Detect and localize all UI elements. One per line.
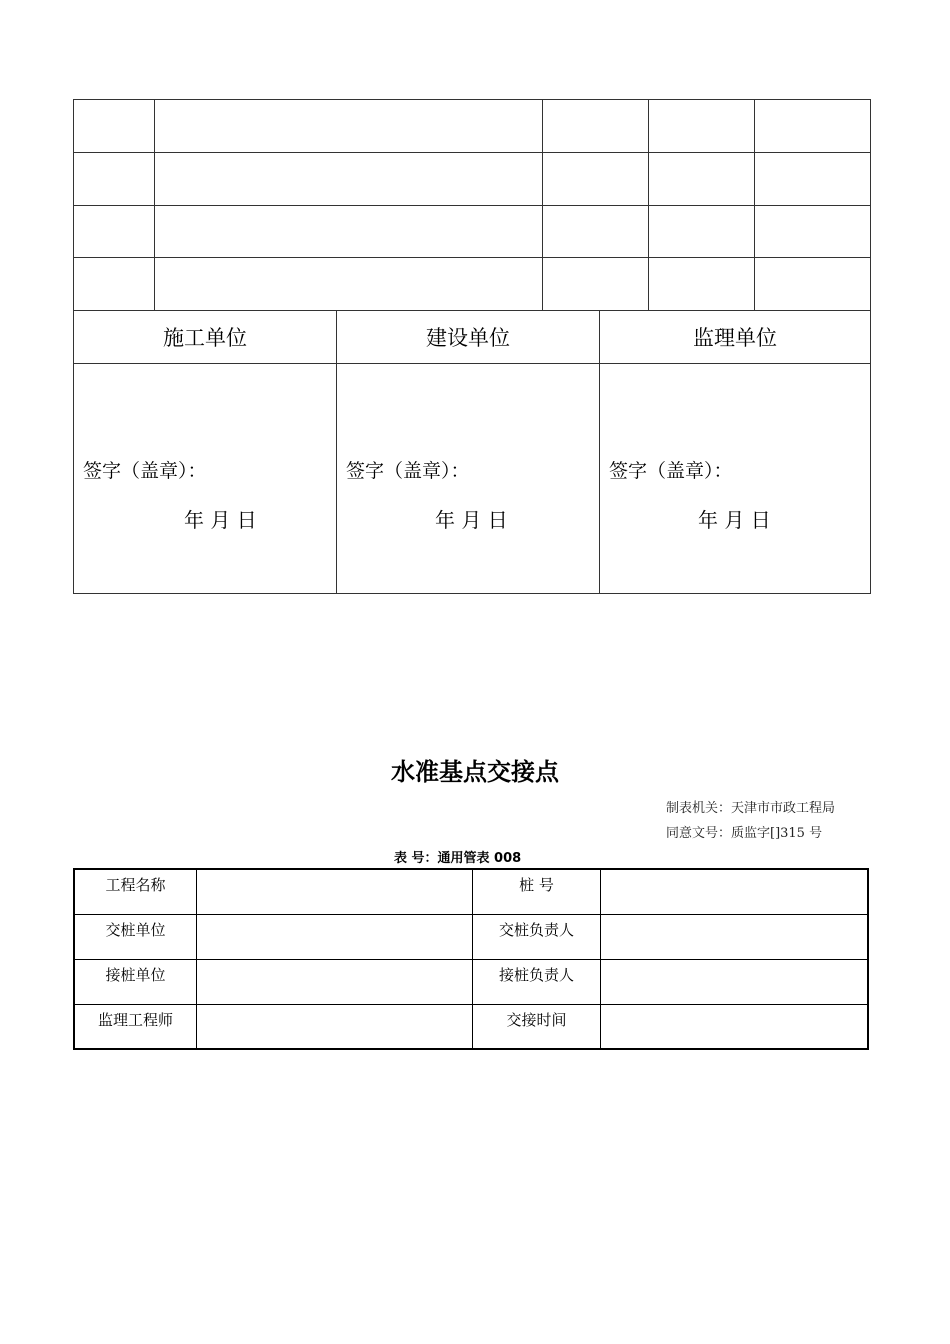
sign-seal-label: 签字（盖章）： — [83, 460, 207, 482]
handover-unit-value[interactable] — [197, 915, 472, 960]
receiving-unit-label: 接桩单位 — [105, 966, 166, 984]
empty-cell — [754, 257, 871, 311]
sign-seal-label: 签字（盖章）： — [346, 460, 470, 482]
handover-time-value[interactable] — [601, 1005, 867, 1050]
handover-manager-label: 交桩负责人 — [498, 921, 574, 939]
stake-number-value[interactable] — [601, 870, 867, 915]
empty-cell — [648, 257, 755, 311]
form-number: 表 号：通用管表 008 — [394, 851, 522, 866]
empty-cell — [73, 99, 155, 153]
empty-cell — [542, 99, 649, 153]
signature-cell-construction — [73, 363, 337, 594]
empty-cell — [542, 257, 649, 311]
empty-cell — [542, 152, 649, 206]
empty-cell — [154, 257, 543, 311]
project-name-label: 工程名称 — [105, 876, 166, 894]
handover-table — [73, 868, 869, 1050]
project-name-value[interactable] — [197, 870, 472, 915]
handover-time-label: 交接时间 — [506, 1011, 567, 1029]
header-owner-unit — [336, 310, 600, 364]
stake-number-label: 桩 号 — [519, 876, 554, 894]
empty-cell — [73, 257, 155, 311]
table-row — [75, 960, 867, 1005]
table-row — [75, 870, 867, 915]
receiving-unit-value[interactable] — [197, 960, 472, 1005]
empty-cell — [154, 99, 543, 153]
header-label: 监理单位 — [693, 326, 777, 350]
empty-cell — [154, 205, 543, 258]
supervising-engineer-value[interactable] — [197, 1005, 472, 1050]
empty-cell — [542, 205, 649, 258]
handover-manager-value[interactable] — [601, 915, 867, 960]
supervising-engineer-label: 监理工程师 — [97, 1011, 173, 1029]
signature-cell-supervision — [599, 363, 871, 594]
header-construction-unit — [73, 310, 337, 364]
empty-cell — [648, 99, 755, 153]
handover-unit-label: 交桩单位 — [105, 921, 166, 939]
receiving-manager-label: 接桩负责人 — [498, 966, 574, 984]
sign-seal-label: 签字（盖章）： — [609, 460, 733, 482]
table-row — [75, 915, 867, 960]
date-label: 年 月 日 — [698, 508, 771, 532]
empty-cell — [154, 152, 543, 206]
form-title: 水准基点交接点 — [391, 758, 559, 786]
table-row — [75, 1005, 867, 1050]
empty-cell — [754, 205, 871, 258]
form-approval-number: 同意文号：质监字[]315 号 — [666, 826, 823, 841]
signature-table — [73, 99, 871, 594]
empty-cell — [754, 99, 871, 153]
header-label: 施工单位 — [163, 326, 247, 350]
empty-cell — [648, 205, 755, 258]
empty-cell — [754, 152, 871, 206]
header-supervision-unit — [599, 310, 871, 364]
header-label: 建设单位 — [426, 326, 510, 350]
date-label: 年 月 日 — [184, 508, 257, 532]
form-issuer: 制表机关：天津市市政工程局 — [666, 801, 836, 816]
empty-cell — [73, 152, 155, 206]
empty-cell — [648, 152, 755, 206]
date-label: 年 月 日 — [435, 508, 508, 532]
receiving-manager-value[interactable] — [601, 960, 867, 1005]
signature-cell-owner — [336, 363, 600, 594]
empty-cell — [73, 205, 155, 258]
